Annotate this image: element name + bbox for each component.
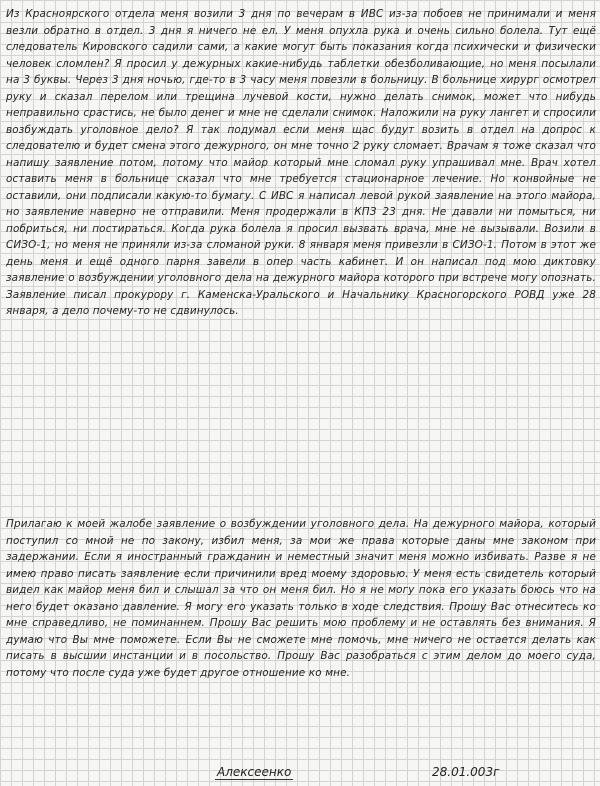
letter-paragraph-1: Из Красноярского отдела меня возили 3 дня по вечерам в ИВС из-за побоев не принимали и меня везли обратно в отдел. 3 дня я ничего не ел. У меня опухла рука и очень сильно болела. Тут ещё следователь Кировского садили сами, а какие могут быть показания когда психически и физически человек сломлен? Я просил у дежурных какие-нибудь таблетки обезболивающие, но меня посылали на 3 буквы. Через 3 дня ночью, где-то в 3 часу меня повезли в больницу. В больнице хирург осмотрел руку и сказал перелом или трещина лучевой кости, нужно делать снимок, может что нибудь неправильно срастись, не было денег и мне не сделали снимок. Наложили на руку лангет и спросили возбуждать уголовное дело? Я так подумал если меня щас будут возить в отдел на допрос к следователю и будет смена этого дежурного, он мне точно 2 руку сломает. Врачам я тоже сказал что напишу заявление потом, потому что майор который мне сломал руку упрашивал мне. Врач хотел оставить меня в больнице сказал что мне требуется стационарное лечение. Но конвойные не оставили, они подписали какую-то бумагу. С ИВС я написал левой рукой заявление на этого майора, но заявление наверно не отправили. Меня продержали в КПЗ 23 дня. Не давали ни помыться, ни побриться, ни постираться. Когда рука болела я просил вызвать врача, мне не вызывали. Возили в СИЗО-1, но меня не приняли из-за сломаной руки. 8 января меня привезли в СИЗО-1. Потом в этот же день меня и ещё одного парня завели в опер часть кабинет. И он написал под мою диктовку заявление о возбуждении уголовного дела на дежурного майора которого при встрече могу опознать. Заявление писал прокурору г. Каменска-Уральского и Начальнику Красногорского РОВД уже 28 января, а дело почему-то не сдвинулось. xyxy=(6,8,596,317)
letter-date: 28.01.003г xyxy=(432,765,500,779)
signature-name: Алексеенко xyxy=(217,765,292,779)
letter-paragraph-2: Прилагаю к моей жалобе заявление о возбуждении уголовного дела. На дежурного майора, который поступил со мной не по закону, избил меня, за мои же права которые даны мне законом при задержании. Если я иностранный гражданин и неместный значит меня можно избивать. Разве я не имею право писать заявление если причинили вред моему здоровью. У меня есть свидетель который видел как майор меня бил и слышал за что он меня бил. Но я не могу пока его указать боюсь что на него будет оказано давление. Я могу его указать только в ходе следствия. Прошу Вас отнеситесь ко мне справедливо, не поминаннем. Прошу Вас решить мою проблему и не оставлять без внимания. Я думаю что Вы мне поможете. Если Вы не сможете мне помочь, мне ничего не остается делать как писать в высшии инстанции и в посольство. Прошу Вас разобраться с этим делом до моего суда, потому что после суда уже будет другое отношение ко мне. xyxy=(6,518,596,679)
signature xyxy=(215,765,293,779)
